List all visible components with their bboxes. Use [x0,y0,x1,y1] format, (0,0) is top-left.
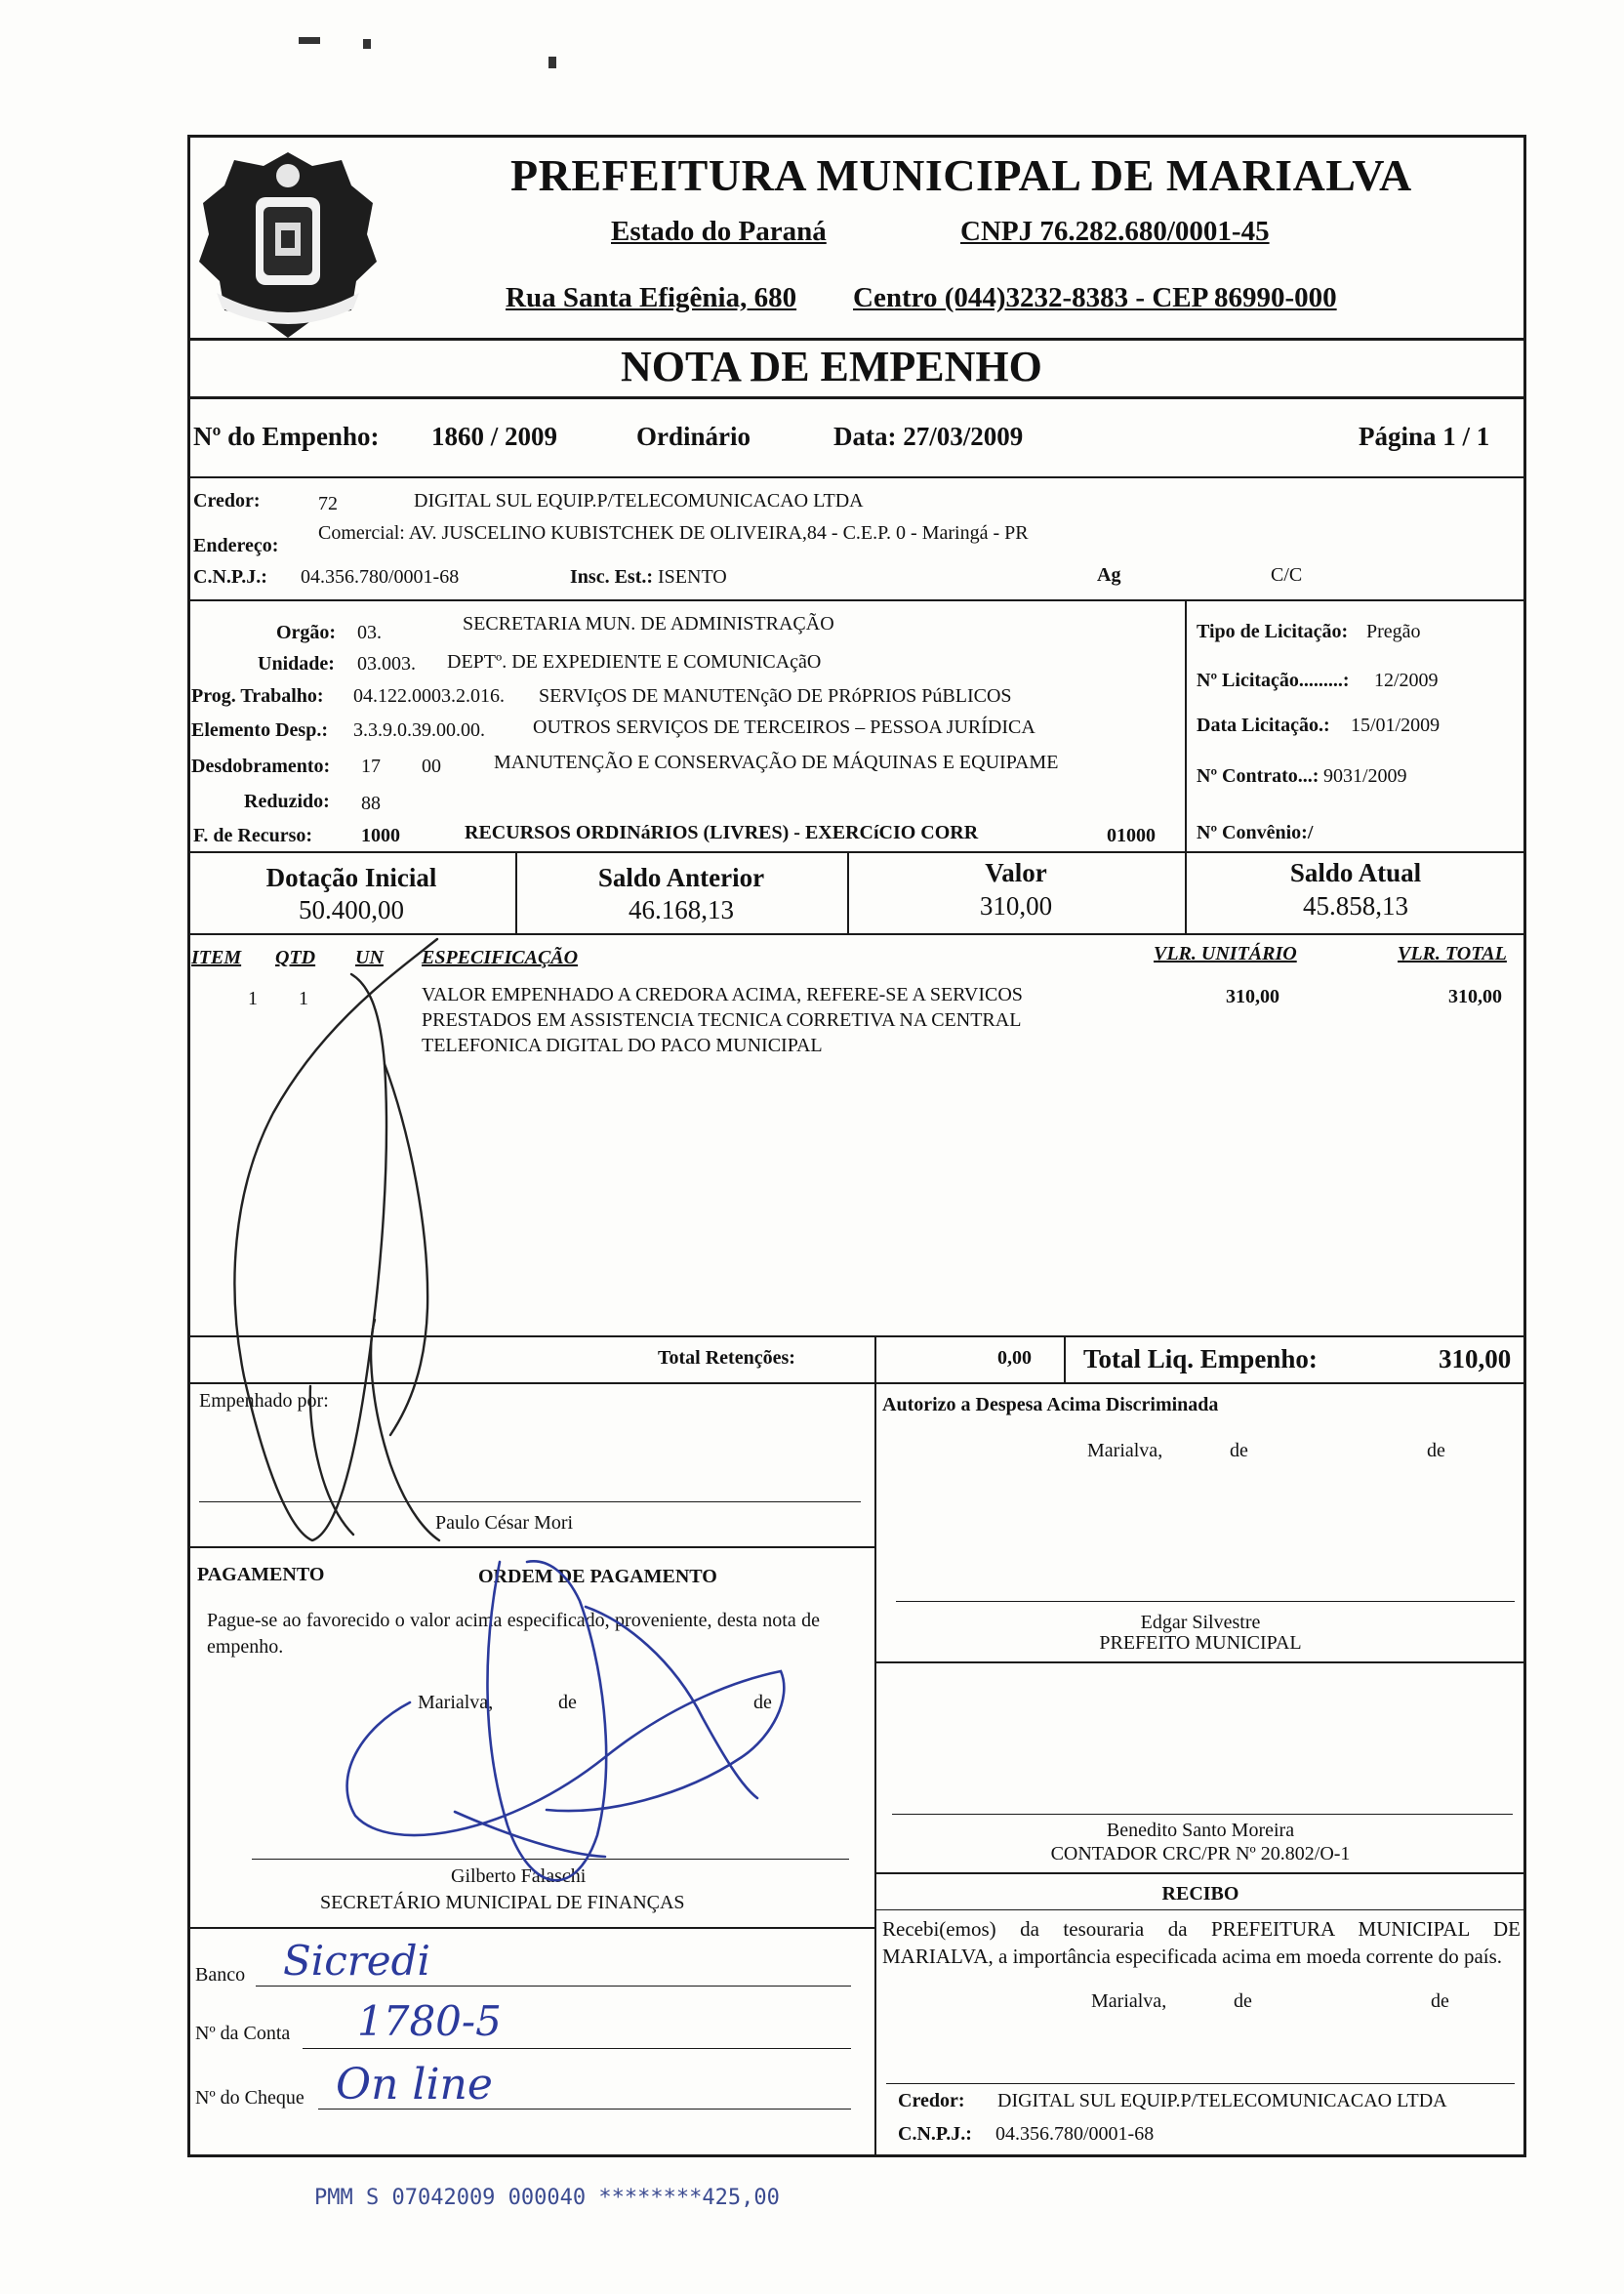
saldo-atual-value: 45.858,13 [1303,891,1408,921]
recibo-de: de [1431,1990,1449,2012]
pagamento-signer-name: Gilberto Falaschi [451,1865,587,1887]
pagamento-text: Pague-se ao favorecido o valor acima especificado, proveniente, desta nota de empenho. [207,1610,820,1658]
item-spec-line: VALOR EMPENHADO A CREDORA ACIMA, REFERE-SE A SERVICOS [422,984,1023,1005]
recibo-cnpj: 04.356.780/0001-68 [995,2123,1155,2145]
signature-stroke [455,1812,605,1857]
item-number: 1 [248,988,258,1009]
ag-label: Ag [1097,564,1121,586]
prog-code: 04.122.0003.2.016. [353,685,505,707]
cheque-value: On line [336,2060,493,2110]
autorizo-de: de [1230,1440,1248,1461]
credor-code: 72 [318,493,338,514]
fonte-num: 01000 [1107,825,1156,846]
saldo-atual-label: Saldo Atual [1289,858,1422,887]
col-unit-value: VLR. UNITÁRIO [1154,943,1297,964]
autorizo-place: Marialva, [1087,1440,1163,1461]
reduzido-label: Reduzido: [244,791,330,812]
cc-label: C/C [1271,564,1303,586]
fonte-label: F. de Recurso: [193,825,313,846]
prefeito-role: PREFEITO MUNICIPAL [1099,1632,1302,1654]
recibo-cnpj-label: C.N.P.J.: [898,2123,972,2145]
tipo-licitacao-label: Tipo de Licitação: [1197,621,1349,642]
fonte-code: 1000 [361,825,400,846]
insc-label: Insc. Est.: [570,566,654,588]
contador-name: Benedito Santo Moreira [1106,1820,1295,1841]
empenho-type: Ordinário [636,422,751,451]
document-title: NOTA DE EMPENHO [621,343,1042,390]
credor-name: DIGITAL SUL EQUIP.P/TELECOMUNICACAO LTDA [414,490,864,512]
signature-stroke [310,1386,353,1535]
orgao-desc: SECRETARIA MUN. DE ADMINISTRAÇÃO [463,613,834,635]
signature-stroke [234,939,437,1540]
orgao-code: 03. [357,622,382,643]
autorizo-label: Autorizo a Despesa Acima Discriminada [882,1394,1219,1415]
recibo-place: Marialva, [1091,1990,1167,2012]
contador-role: CONTADOR CRC/PR Nº 20.802/O-1 [1050,1843,1351,1864]
pagamento-signer-role: SECRETÁRIO MUNICIPAL DE FINANÇAS [320,1892,685,1913]
orgao-label: Orgão: [276,622,337,643]
contrato-label: Nº Contrato...: [1197,765,1320,787]
address-label: Endereço: [193,535,279,556]
saldo-anterior-value: 46.168,13 [629,895,734,924]
dotacao-value: 50.400,00 [299,895,404,924]
recibo-label: RECIBO [1161,1883,1239,1905]
empenhado-label: Empenhado por: [199,1390,329,1412]
pagamento-label: PAGAMENTO [197,1564,325,1585]
elemento-desc: OUTROS SERVIÇOS DE TERCEIROS – PESSOA JURÍDICA [533,717,1035,738]
autorizo-de: de [1427,1440,1445,1461]
state-name: Estado do Paraná [611,216,827,247]
credor-cnpj: 04.356.780/0001-68 [301,566,460,588]
col-spec: ESPECIFICAÇÃO [422,947,579,968]
prefeito-name: Edgar Silvestre [1140,1612,1261,1633]
empenho-number-label: Nº do Empenho: [193,422,380,451]
col-un: UN [355,947,384,968]
signature-stroke [385,1064,427,1435]
signature-stroke [347,1671,785,1835]
tipo-licitacao: Pregão [1366,621,1421,642]
col-item: ITEM [191,947,242,968]
credor-label: Credor: [193,490,261,512]
unidade-code: 03.003. [357,653,416,675]
elemento-label: Elemento Desp.: [191,719,328,741]
unidade-label: Unidade: [258,653,335,675]
pagamento-de: de [558,1692,577,1713]
address-contact: Centro (044)3232-8383 - CEP 86990-000 [853,282,1337,313]
item-total-value: 310,00 [1448,986,1502,1007]
reduzido-code: 88 [361,793,381,814]
prog-label: Prog. Trabalho: [191,685,324,707]
item-spec-line: TELEFONICA DIGITAL DO PACO MUNICIPAL [422,1035,823,1056]
ordem-pagamento-label: ORDEM DE PAGAMENTO [478,1566,717,1587]
municipality-cnpj: CNPJ 76.282.680/0001-45 [960,216,1270,247]
desdobramento-code: 17 [361,756,381,777]
page-title: PREFEITURA MUNICIPAL DE MARIALVA [510,150,1412,200]
convenio-label: Nº Convênio:/ [1197,822,1314,843]
banco-label: Banco [195,1964,246,1986]
valor-value: 310,00 [979,891,1053,921]
recibo-de: de [1234,1990,1252,2012]
saldo-anterior-label: Saldo Anterior [597,863,765,892]
page-number: Página 1 / 1 [1359,422,1490,451]
licitacao-number-label: Nº Licitação.........: [1197,670,1350,691]
street-address: Rua Santa Efigênia, 680 [506,282,797,313]
signature-stroke [586,1607,757,1798]
recibo-text: Recebi(emos) da tesouraria da PREFEITURA MUNICIPAL DE MARIALVA, a importância especificada acima em moeda corrente do país. [882,1917,1521,1969]
desdobramento-sub: 00 [422,756,441,777]
pagamento-de: de [753,1692,772,1713]
cheque-label: Nº do Cheque [195,2087,304,2109]
cnpj-label: C.N.P.J.: [193,566,267,588]
footer-stamp: PMM S 07042009 000040 ********425,00 [314,2186,780,2210]
retencoes-label: Total Retenções: [658,1347,795,1369]
item-unit-value: 310,00 [1226,986,1279,1007]
conta-label: Nº da Conta [195,2023,291,2044]
prog-desc: SERVIçOS DE MANUTENçãO DE PRóPRIOS PúBLICOS [539,685,1012,707]
desdobramento-label: Desdobramento: [191,756,331,777]
desdobramento-desc: MANUTENÇÃO E CONSERVAÇÃO DE MÁQUINAS E EQUIPAME [494,752,1059,773]
licitacao-number: 12/2009 [1374,670,1439,691]
licitacao-date: 15/01/2009 [1351,715,1441,736]
fonte-desc: RECURSOS ORDINáRIOS (LIVRES) - EXERCíCIO CORR [465,822,979,843]
recibo-credor: DIGITAL SUL EQUIP.P/TELECOMUNICACAO LTDA [997,2090,1447,2111]
contrato-number: 9031/2009 [1323,765,1407,787]
dotacao-label: Dotação Inicial [265,863,437,892]
recibo-credor-label: Credor: [898,2090,965,2111]
banco-value: Sicredi [283,1937,430,1985]
empenho-date: Data: 27/03/2009 [833,422,1024,451]
item-qty: 1 [299,988,308,1009]
unidade-desc: DEPTº. DE EXPEDIENTE E COMUNICAçãO [447,651,822,673]
retencoes-value: 0,00 [997,1347,1032,1369]
valor-label: Valor [985,858,1047,887]
empenho-number: 1860 / 2009 [431,422,558,451]
liq-value: 310,00 [1439,1344,1512,1373]
empenhado-signer: Paulo César Mori [435,1512,574,1534]
liq-label: Total Liq. Empenho: [1083,1344,1318,1373]
elemento-code: 3.3.9.0.39.00.00. [353,719,485,741]
conta-value: 1780-5 [357,1997,502,2045]
insc-value: ISENTO [658,566,727,588]
pagamento-place: Marialva, [418,1692,494,1713]
item-spec-line: PRESTADOS EM ASSISTENCIA TECNICA CORRETIVA NA CENTRAL [422,1009,1022,1031]
licitacao-date-label: Data Licitação.: [1197,715,1330,736]
col-qtd: QTD [275,947,316,968]
col-total-value: VLR. TOTAL [1398,943,1507,964]
signature-stroke [371,1320,439,1540]
credor-address: Comercial: AV. JUSCELINO KUBISTCHEK DE OLIVEIRA,84 - C.E.P. 0 - Maringá - PR [318,522,1029,544]
